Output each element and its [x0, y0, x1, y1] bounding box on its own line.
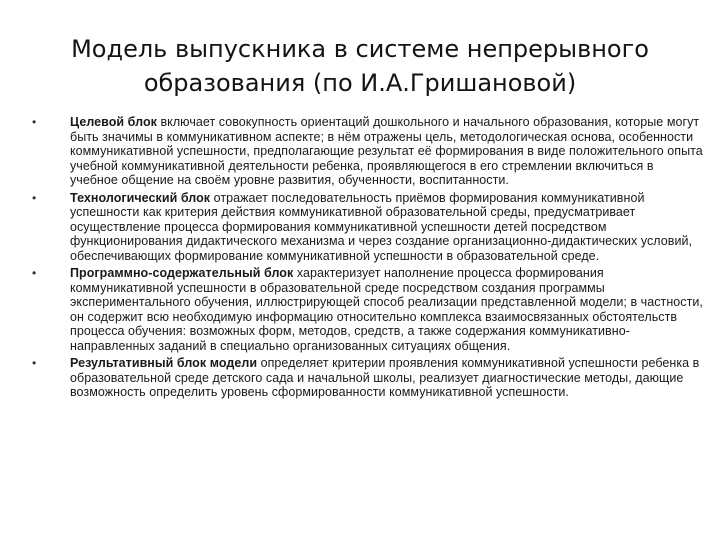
- item-text: характеризует наполнение процесса формирования коммуникативной успешности в образовательной среде посредством создания программы экспериментального обучения, иллюстрирующей способ реализации представленной модели; в частности, он содержит всю необходимую информацию относительно комплекса взаимосвязанных обстоятельств процесса обучения: возможных форм, методов, средств, а также содержания коммуникативно-направленных заданий в специально организованных ситуациях общения.: [70, 266, 703, 353]
- list-item: [24, 356, 704, 400]
- item-title: Программно-содержательный блок: [70, 266, 294, 280]
- item-text: определяет критерии проявления коммуникативной успешности ребенка в образовательной среде детского сада и начальной школы, реализует диагностические методы, дающие возможность определить уровень сформированности коммуникативной успешности.: [70, 356, 700, 399]
- bullet-icon: •: [32, 356, 37, 370]
- item-text: включает совокупность ориентаций дошкольного и начального образования, которые могут быть значимы в коммуникативном аспекте; в нём отражены цель, методологическая основа, особенности коммуникативной успешности, предполагающие результат её формирования в виде положительного опыта учебной коммуникативной деятельности ребенка, проявляющегося в его стремлении включиться в учебное общение на своём уровне развития, обученности, воспитанности.: [70, 115, 703, 187]
- bullet-icon: •: [32, 190, 37, 205]
- item-title: Целевой блок: [70, 115, 157, 129]
- list-item: [24, 191, 704, 264]
- slide-title: Модель выпускника в системе непрерывного образования (по И.А.Гришановой): [71, 35, 649, 97]
- bullet-icon: •: [32, 115, 37, 129]
- bullet-icon: •: [32, 266, 37, 280]
- list-item: [24, 266, 704, 353]
- item-title: Технологический блок: [70, 190, 211, 205]
- item-text: отражает последовательность приёмов формирования коммуникативной успешности как критерия действия коммуникативной образовательной среды, предусматривает осуществление процесса формирования коммуникативной успешности детей посредством функционирования дидактического механизма и через создание организационно-дидактических условий, обеспечивающих формирование коммуникативной успешности в образовательной среде.: [70, 190, 693, 263]
- bullet-list: [24, 115, 704, 403]
- item-title: Результативный блок модели: [70, 356, 258, 370]
- list-item: [24, 115, 704, 188]
